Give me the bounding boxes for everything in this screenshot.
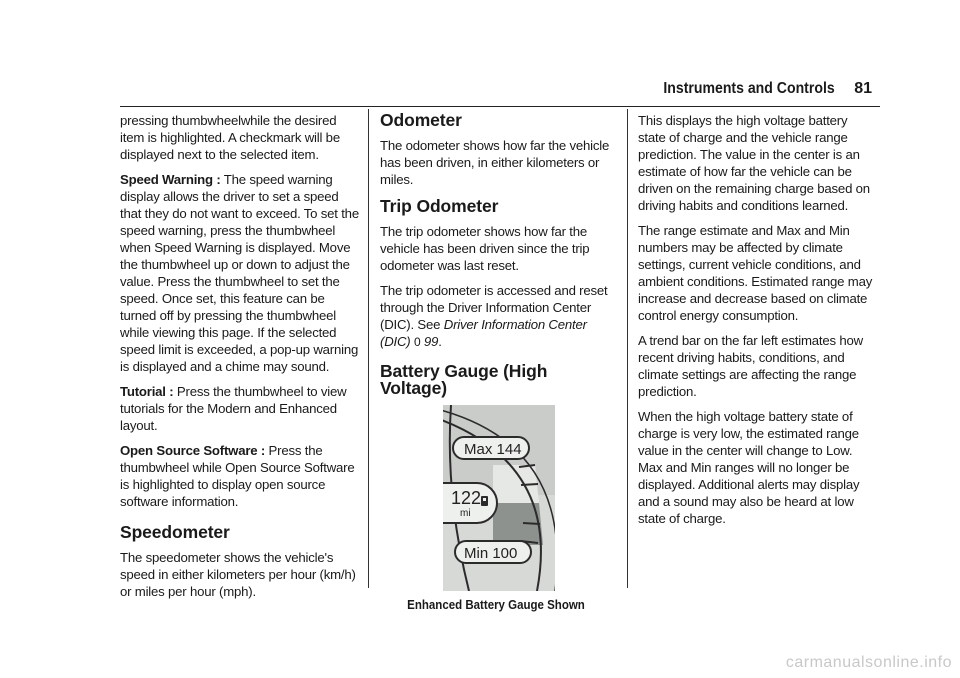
open-source-text: Press the thumbwheel while Open Source Software is highlighted to display open source software information. — [120, 443, 355, 509]
gauge-range-value: 122 — [451, 488, 482, 508]
speed-warning-paragraph — [120, 171, 360, 375]
column-right — [638, 112, 878, 535]
battery-gauge-illustration — [443, 405, 555, 591]
odometer-paragraph: The odometer shows how far the vehicle has been driven, in either kilometers or miles. — [380, 138, 610, 187]
column-divider — [368, 109, 369, 588]
column-divider — [627, 109, 628, 588]
trip-text: The trip odometer is accessed and reset through the Driver Information Center (DIC). See — [380, 283, 608, 332]
battery-gauge-figure — [443, 405, 555, 591]
header-rule — [120, 106, 880, 107]
speedometer-heading: Speedometer — [120, 522, 230, 542]
speed-warning-term: Speed Warning : — [120, 172, 221, 187]
section-title: Instruments and Controls — [662, 80, 835, 97]
column-left — [120, 112, 360, 608]
trip-paragraph-1: The trip odometer shows how far the vehicle has been driven since the trip odometer was last reset. — [380, 224, 590, 273]
column-middle — [380, 112, 612, 614]
battery-gauge-heading: Battery Gauge (High Voltage) — [380, 361, 548, 398]
tutorial-paragraph — [120, 383, 360, 434]
gauge-max-label: Max 144 — [464, 441, 522, 458]
tutorial-term: Tutorial : — [120, 384, 174, 399]
battery-paragraph-1: This displays the high voltage battery state of charge and the vehicle range prediction. The value in the center is an estimate of how far the vehicle can be driven on the remaining charge based on driving habits and conditions learned. — [638, 113, 870, 213]
open-source-paragraph — [120, 442, 360, 510]
battery-paragraph-3: A trend bar on the far left estimates how recent driving habits, conditions, and climate settings are affecting the range prediction. — [638, 333, 863, 399]
trip-end: . — [438, 334, 442, 349]
speed-warning-text: The speed warning display allows the driver to set a speed that they do not want to exceed. To set the speed warning, press the thumbwheel when Speed Warning is displayed. Move the thumbwheel up or down to adjust the value. Press the thumbwheel to set the speed. Once set, this feature can be turned off by pressing the thumbwheel while viewing this page. If the selected speed limit is exceeded, a pop-up warning is displayed and a chime may sound. — [120, 172, 359, 374]
dic-page-ref[interactable]: 99 — [423, 334, 439, 349]
watermark: carmanualsonline.info — [785, 654, 952, 671]
odometer-heading: Odometer — [380, 110, 462, 130]
open-source-term: Open Source Software : — [120, 443, 266, 458]
intro-paragraph: pressing thumbwheelwhile the desired item is highlighted. A checkmark will be displayed next to the selected item. — [120, 113, 340, 162]
battery-paragraph-2: The range estimate and Max and Min numbers may be affected by climate settings, current vehicle conditions, and ambient conditions. Estimated range may increase and decrease based on climate control energy consumption. — [638, 223, 873, 323]
speedometer-paragraph: The speedometer shows the vehicle's speed in either kilometers per hour (km/h) or miles per hour (mph). — [120, 550, 356, 599]
dic-reference-link[interactable]: Driver Information Center (DIC) — [380, 317, 587, 349]
page-header — [640, 80, 872, 98]
gauge-min-label: Min 100 — [464, 545, 518, 562]
tutorial-text: Press the thumbwheel to view tutorials for the Modern and Enhanced layout. — [120, 384, 347, 433]
gauge-range-unit: mi — [460, 508, 471, 519]
trip-paragraph-2 — [380, 282, 612, 351]
page-ref-icon: 0 — [413, 335, 421, 349]
trip-odometer-heading: Trip Odometer — [380, 196, 499, 216]
figure-caption: Enhanced Battery Gauge Shown — [407, 598, 585, 612]
page-number: 81 — [854, 80, 872, 97]
battery-paragraph-4: When the high voltage battery state of charge is very low, the estimated range value in the center will change to Low. Max and Min ranges will no longer be displayed. Additional alerts may display and a sound may also be heard at low state of charge. — [638, 409, 860, 526]
